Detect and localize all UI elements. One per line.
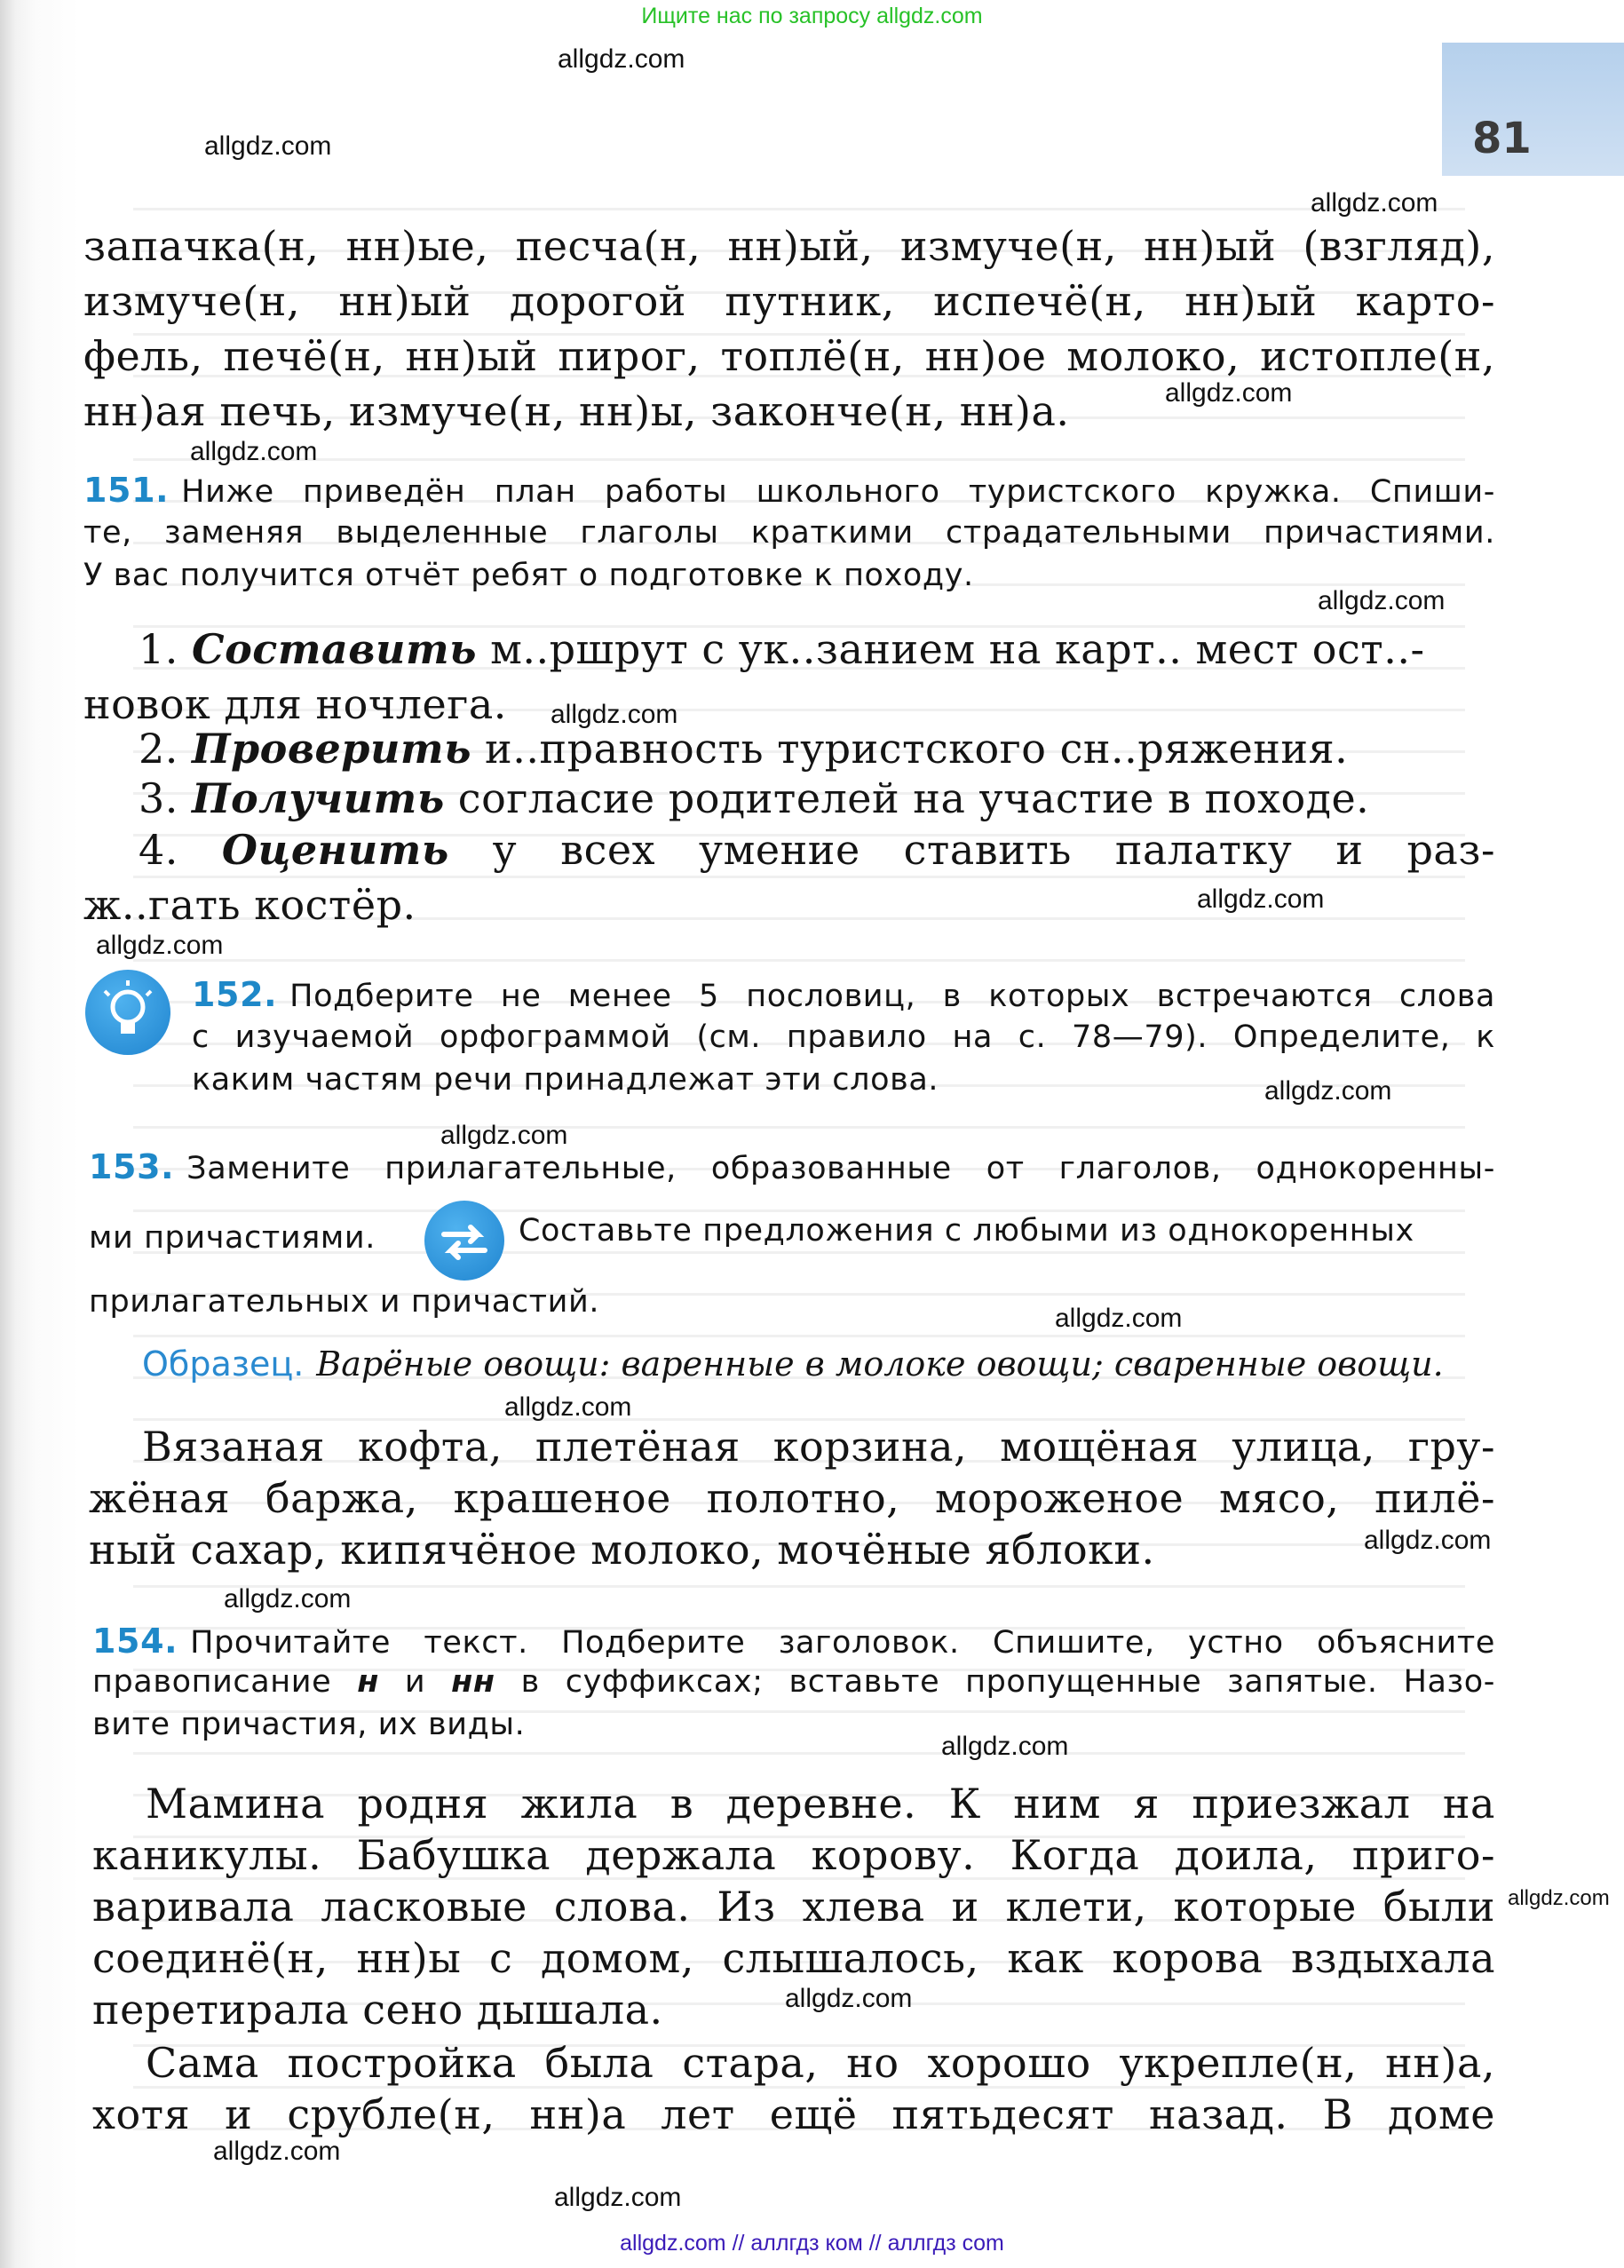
swap-arrows-icon — [424, 1201, 504, 1281]
exercise-152-task-line: 152. Подберите не менее 5 пословиц, в которых встречаются слова — [192, 975, 1495, 1014]
word-list-line: жёная баржа, крашеное полотно, мороженое мясо, пилё- — [89, 1474, 1495, 1522]
watermark: allgdz.com — [204, 131, 332, 161]
sample-text: Варёные овощи: варенные в молоке овощи; сваренные овощи. — [316, 1344, 1444, 1384]
watermark: allgdz.com — [1264, 1076, 1392, 1106]
watermark: allgdz.com — [1055, 1304, 1183, 1333]
text-line: нн)ая печь, измуче(н, нн)ы, законче(н, нн)а. — [83, 387, 1070, 435]
watermark: allgdz.com — [1508, 1886, 1610, 1910]
exercise-153-task-line: Составьте предложения с любыми из однокоренных — [519, 1213, 1414, 1249]
word-list-line: Вязаная кофта, плетёная корзина, мощёная улица, гру- — [142, 1423, 1495, 1471]
exercise-151-task-line: те, заменяя выделенные глаголы краткими страдательными причастиями. — [83, 515, 1495, 551]
watermark: allgdz.com — [190, 437, 318, 466]
watermark: allgdz.com — [213, 2137, 341, 2166]
story-line: перетирала сено дышала. — [92, 1986, 663, 2034]
watermark: allgdz.com — [440, 1121, 568, 1150]
watermark: allgdz.com — [1197, 884, 1325, 914]
story-line: варивала ласковые слова. Из хлева и клети, которые были — [92, 1883, 1495, 1931]
exercise-154-task-line: вите причастия, их виды. — [92, 1707, 526, 1742]
story-line: каникулы. Бабушка держала корову. Когда доила, приго- — [92, 1831, 1495, 1879]
exercise-154-task-line: 154. Прочитайте текст. Подберите заголовок. Спишите, устно объясните — [92, 1622, 1495, 1661]
exercise-152-task-line: каким частям речи принадлежат эти слова. — [192, 1062, 939, 1098]
watermark: allgdz.com — [96, 931, 224, 960]
plan-item-cont: ж..гать костёр. — [83, 881, 416, 929]
plan-item: 2. Проверить и..правность туристского сн..ряжения. — [139, 725, 1349, 773]
story-line: соединё(н, нн)ы с домом, слышалось, как корова вздыхала — [92, 1934, 1495, 1982]
sample — [142, 1344, 1495, 1384]
story-line: Сама постройка была стара, но хорошо укрепле(н, нн)а, — [146, 2039, 1495, 2087]
sample-label: Образец. — [142, 1344, 305, 1384]
text-line: запачка(н, нн)ые, песча(н, нн)ый, измуче(н, нн)ый (взгляд), — [83, 222, 1495, 270]
watermark: allgdz.com — [504, 1392, 632, 1422]
exercise-153-task-line: 153. Замените прилагательные, образованные от глаголов, однокоренны- — [89, 1147, 1495, 1186]
exercise-number: 154. — [92, 1622, 178, 1661]
plan-item: 1. Составить м..ршрут с ук..занием на карт.. мест ост..- — [139, 625, 1425, 673]
exercise-152-task-line: с изучаемой орфограммой (см. правило на с. 78—79). Определите, к — [192, 1019, 1495, 1055]
exercise-number: 152. — [192, 975, 278, 1014]
exercise-153-task-line: ми причастиями. — [89, 1220, 376, 1256]
text-line: фель, печё(н, нн)ый пирог, топлё(н, нн)ое молоко, истопле(н, — [83, 332, 1495, 380]
plan-item: 3. Получить согласие родителей на участие в походе. — [139, 774, 1370, 822]
exercise-151-task-line: 151. Ниже приведён план работы школьного туристского кружка. Спиши- — [83, 471, 1495, 510]
exercise-151-task-line: У вас получится отчёт ребят о подготовке к походу. — [83, 558, 974, 593]
exercise-154-task-line: правописание н и нн в суффиксах; вставьте пропущенные запятые. Назо- — [92, 1664, 1495, 1700]
watermark: allgdz.com — [941, 1732, 1069, 1761]
lightbulb-icon — [85, 970, 170, 1055]
bottom-banner[interactable]: allgdz.com // аллгдз ком // аллгдз com — [620, 2231, 1004, 2256]
top-banner[interactable]: Ищите нас по запросу allgdz.com — [641, 4, 983, 28]
watermark: allgdz.com — [1318, 586, 1446, 615]
word-list-line: ный сахар, кипячёное молоко, мочёные яблоки. — [89, 1526, 1155, 1574]
watermark: allgdz.com — [785, 1984, 913, 2013]
watermark: allgdz.com — [1364, 1526, 1492, 1555]
watermark: allgdz.com — [1311, 188, 1438, 218]
plan-item-cont: новок для ночлега. — [83, 680, 507, 728]
plan-item: 4. Оценить у всех умение ставить палатку и раз- — [139, 826, 1495, 874]
watermark: allgdz.com — [554, 2183, 682, 2212]
story-line: хотя и срубле(н, нн)а лет ещё пятьдесят назад. В доме — [92, 2090, 1495, 2138]
watermark: allgdz.com — [551, 700, 678, 729]
exercise-153-task-line: прилагательных и причастий. — [89, 1284, 600, 1320]
exercise-number: 153. — [89, 1147, 175, 1186]
page-corner-tab — [1442, 43, 1624, 176]
exercise-number: 151. — [83, 471, 170, 510]
page-number: 81 — [1472, 114, 1532, 163]
text-line: измуче(н, нн)ый дорогой путник, испечё(н, нн)ый карто- — [83, 277, 1495, 325]
watermark: allgdz.com — [224, 1584, 352, 1614]
watermark: allgdz.com — [1165, 378, 1293, 408]
watermark: allgdz.com — [558, 44, 685, 74]
story-line: Мамина родня жила в деревне. К ним я приезжал на — [146, 1780, 1495, 1828]
